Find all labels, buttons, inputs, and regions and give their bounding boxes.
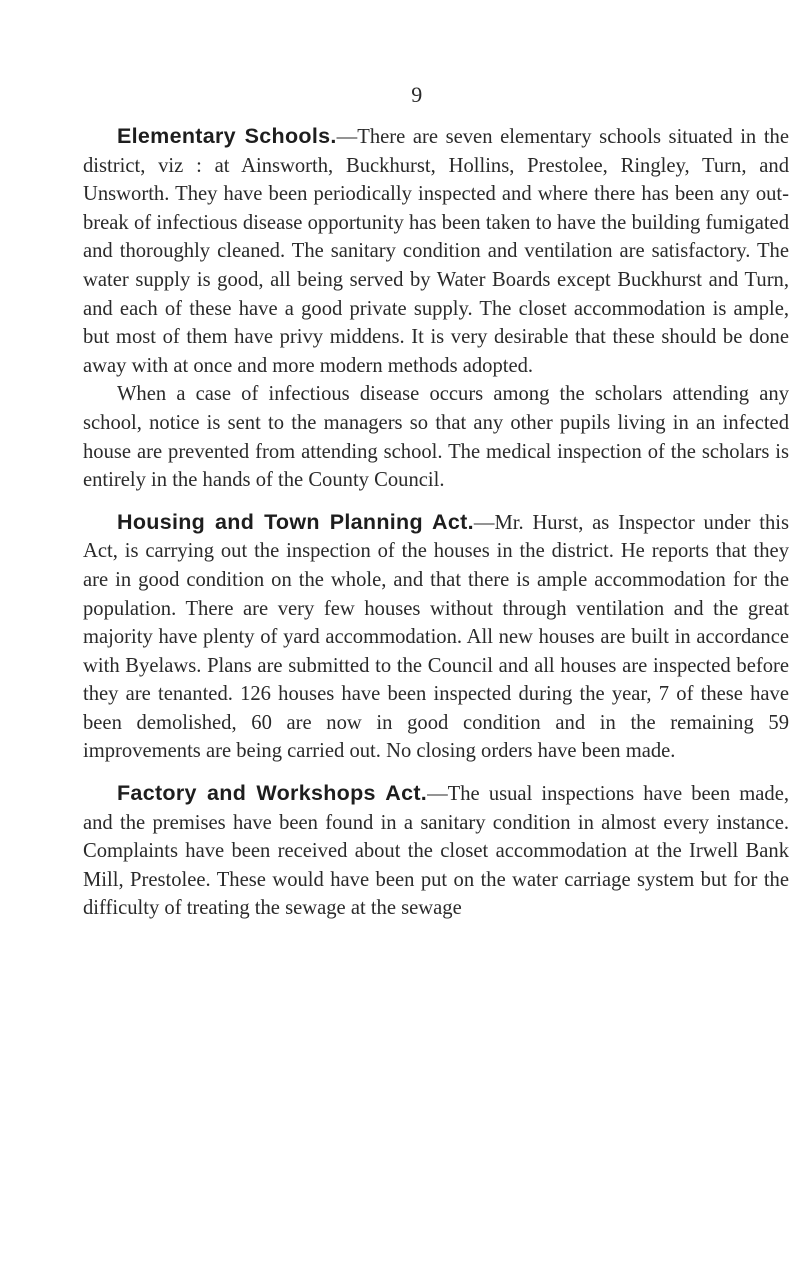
housing-heading: Housing and Town Planning Act.: [117, 509, 474, 534]
page-number: 9: [411, 82, 423, 107]
factory-paragraph: [83, 779, 789, 923]
document-body: [83, 122, 789, 923]
elementary-schools-text: —There are seven elementary schools situated in the district, viz : at Ainsworth, Buckhurst, Hollins, Prestolee, Ringley, Turn, and Unsworth. They have been periodically inspected and where there has been any out-break of infectious disease opportunity has been taken to have the building fumigated and thoroughly cleaned. The sanitary condition and ventilation are satisfactory. The water supply is good, all being served by Water Boards except Buckhurst and Turn, and each of these have a good private supply. The closet accommodation is ample, but most of them have privy middens. It is very desirable that these should be done away with at once and more modern methods adopted.: [83, 126, 789, 377]
elementary-schools-second-paragraph: When a case of infectious disease occurs among the scholars attending any school, notice is sent to the managers so that any other pupils living in an infected house are prevented from attending school. The medical inspection of the scholars is entirely in the hands of the County Council.: [83, 383, 789, 492]
factory-heading: Factory and Workshops Act.: [117, 781, 428, 806]
elementary-schools-heading: Elementary Schools.: [117, 124, 337, 148]
factory-text: —The usual inspections have been made, and the premises have been found in a sanitary condition in almost every instance. Complaints have been received about the closet accommodation at the Irwell Bank Mill, Prestolee. These would have been put on the water carriage system but for the difficulty of treating the sewage at the sewage: [83, 783, 789, 920]
housing-paragraph: [83, 508, 789, 766]
elementary-schools-paragraph: [83, 122, 789, 380]
housing-text: —Mr. Hurst, as Inspector under this Act, is carrying out the inspection of the houses in the district. He reports that they are in good condition on the whole, and that there is ample accommodation for the population. There are very few houses without through ventilation and the great majority have plenty of yard accommodation. All new houses are built in accordance with Byelaws. Plans are submitted to the Council and all houses are inspected before they are tenanted. 126 houses have been inspected during the year, 7 of these have been demolished, 60 are now in good condition and in the remaining 59 improvements are being carried out. No closing orders have been made.: [83, 511, 789, 763]
